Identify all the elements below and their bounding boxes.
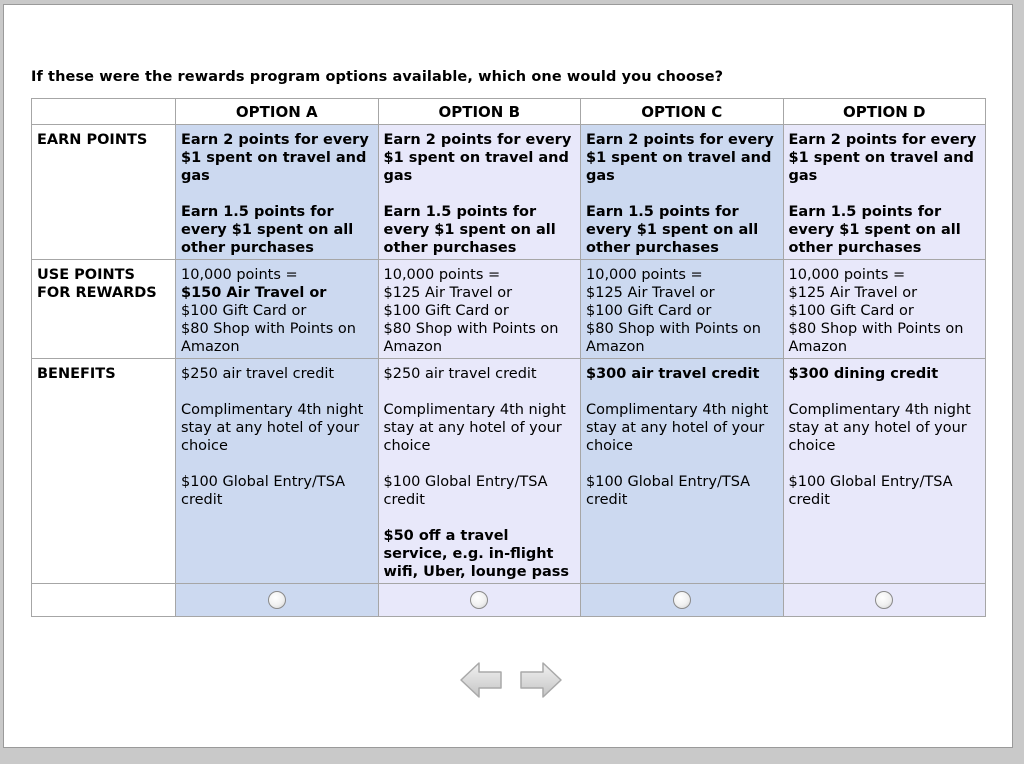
benefit-cell-b: [378, 359, 581, 584]
row-label-earn-points: EARN POINTS: [32, 125, 176, 260]
row-use-points: [32, 260, 986, 359]
use-b-l1: 10,000 points =: [383, 267, 501, 283]
earn-cell-c: [581, 125, 784, 260]
use-a-l3: $100 Gift Card or: [181, 303, 307, 319]
benefit-c-3: $100 Global Entry/TSA credit: [586, 474, 751, 508]
benefit-b-3: $100 Global Entry/TSA credit: [383, 474, 548, 508]
use-c-l4: $80 Shop with Points on Amazon: [586, 321, 761, 355]
benefit-d-3: $100 Global Entry/TSA credit: [788, 474, 953, 508]
benefit-c-2: Complimentary 4th night stay at any hotel of your choice: [586, 402, 769, 454]
earn-cell-a: [176, 125, 379, 260]
radio-option-c[interactable]: [673, 591, 691, 609]
use-cell-c: [581, 260, 784, 359]
benefit-a-3: $100 Global Entry/TSA credit: [181, 474, 346, 508]
row-label-selection: [32, 584, 176, 617]
row-selection: [32, 584, 986, 617]
row-benefits: [32, 359, 986, 584]
options-table: [31, 98, 986, 617]
benefit-cell-c: [581, 359, 784, 584]
arrow-right-icon[interactable]: [519, 660, 563, 700]
benefit-a-2: Complimentary 4th night stay at any hotel of your choice: [181, 402, 364, 454]
use-cell-a: [176, 260, 379, 359]
benefit-cell-d: [783, 359, 986, 584]
arrow-left-icon[interactable]: [459, 660, 503, 700]
question-text: If these were the rewards program options available, which one would you choose?: [31, 69, 724, 85]
header-option-d: OPTION D: [783, 99, 986, 125]
earn-d-line1: Earn 2 points for every $1 spent on travel and gas: [788, 132, 977, 184]
use-b-l3: $100 Gift Card or: [383, 303, 509, 319]
use-d-l2: $125 Air Travel or: [788, 285, 918, 301]
use-c-l2: $125 Air Travel or: [586, 285, 715, 301]
benefit-b-2: Complimentary 4th night stay at any hotel of your choice: [383, 402, 566, 454]
earn-b-line1: Earn 2 points for every $1 spent on travel and gas: [383, 132, 572, 184]
row-earn-points: [32, 125, 986, 260]
use-a-l1: 10,000 points =: [181, 267, 298, 283]
radio-option-a[interactable]: [268, 591, 286, 609]
benefit-d-2: Complimentary 4th night stay at any hotel of your choice: [788, 402, 971, 454]
header-option-a: OPTION A: [176, 99, 379, 125]
use-d-l1: 10,000 points =: [788, 267, 906, 283]
use-d-l3: $100 Gift Card or: [788, 303, 914, 319]
select-cell-d[interactable]: [783, 584, 986, 617]
radio-option-b[interactable]: [470, 591, 488, 609]
use-cell-d: [783, 260, 986, 359]
survey-page: [3, 4, 1013, 748]
radio-option-d[interactable]: [875, 591, 893, 609]
benefit-b-4: $50 off a travel service, e.g. in-flight wifi, Uber, lounge pass: [383, 528, 569, 580]
navigation-buttons: [459, 660, 569, 702]
benefit-c-1: $300 air travel credit: [586, 366, 760, 382]
use-cell-b: [378, 260, 581, 359]
use-a-l4: $80 Shop with Points on Amazon: [181, 321, 356, 355]
benefit-a-1: $250 air travel credit: [181, 366, 335, 382]
header-option-c: OPTION C: [581, 99, 784, 125]
row-label-use-points: USE POINTS FOR REWARDS: [32, 260, 176, 359]
benefit-cell-a: [176, 359, 379, 584]
earn-cell-d: [783, 125, 986, 260]
header-option-b: OPTION B: [378, 99, 581, 125]
select-cell-c[interactable]: [581, 584, 784, 617]
benefit-d-1: $300 dining credit: [788, 366, 939, 382]
use-b-l2: $125 Air Travel or: [383, 285, 513, 301]
header-row: [32, 99, 986, 125]
use-c-l1: 10,000 points =: [586, 267, 703, 283]
earn-a-line1: Earn 2 points for every $1 spent on travel and gas: [181, 132, 369, 184]
use-b-l4: $80 Shop with Points on Amazon: [383, 321, 559, 355]
earn-cell-b: [378, 125, 581, 260]
benefit-b-1: $250 air travel credit: [383, 366, 537, 382]
earn-c-line2: Earn 1.5 points for every $1 spent on all other purchases: [586, 204, 759, 256]
select-cell-a[interactable]: [176, 584, 379, 617]
earn-c-line1: Earn 2 points for every $1 spent on travel and gas: [586, 132, 774, 184]
use-a-l2: $150 Air Travel or: [181, 285, 327, 301]
earn-d-line2: Earn 1.5 points for every $1 spent on all other purchases: [788, 204, 961, 256]
earn-b-line2: Earn 1.5 points for every $1 spent on all other purchases: [383, 204, 556, 256]
earn-a-line2: Earn 1.5 points for every $1 spent on all other purchases: [181, 204, 354, 256]
row-label-benefits: BENEFITS: [32, 359, 176, 584]
header-empty: [32, 99, 176, 125]
use-d-l4: $80 Shop with Points on Amazon: [788, 321, 964, 355]
select-cell-b[interactable]: [378, 584, 581, 617]
use-c-l3: $100 Gift Card or: [586, 303, 712, 319]
